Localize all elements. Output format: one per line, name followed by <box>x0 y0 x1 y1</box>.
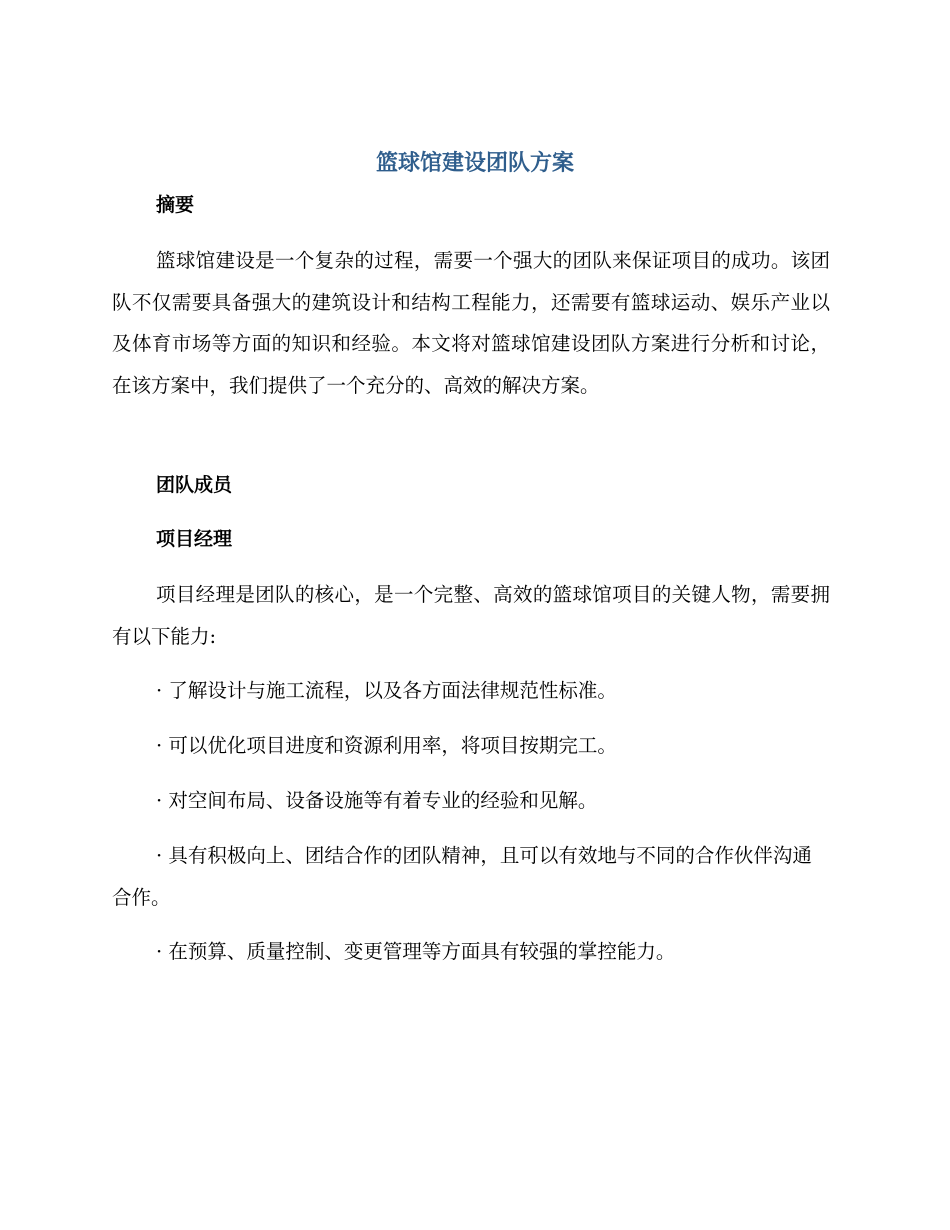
ability-list-item: · 可以优化项目进度和资源利用率，将项目按期完工。 <box>156 734 617 757</box>
ability-list-item: · 具有积极向上、团结合作的团队精神，且可以有效地与不同的合作伙伴沟通合作。 <box>112 844 812 909</box>
document-title: 篮球馆建设团队方案 <box>375 151 574 176</box>
team-members-heading: 团队成员 <box>156 474 233 496</box>
project-manager-intro: 项目经理是团队的核心，是一个完整、高效的篮球馆项目的关键人物，需要拥有以下能力: <box>112 583 830 648</box>
abstract-heading: 摘要 <box>156 194 195 216</box>
project-manager-heading: 项目经理 <box>156 528 233 550</box>
abstract-paragraph: 篮球馆建设是一个复杂的过程，需要一个强大的团队来保证项目的成功。该团队不仅需要具备强大的建筑设计和结构工程能力，还需要有篮球运动、娱乐产业以及体育市场等方面的知识和经验。本文将对篮球馆建设团队方案进行分析和讨论，在该方案中，我们提供了一个充分的、高效的解决方案。 <box>112 249 830 397</box>
ability-list-item: · 了解设计与施工流程，以及各方面法律规范性标准。 <box>156 679 617 702</box>
ability-list-item: · 在预算、质量控制、变更管理等方面具有较强的掌控能力。 <box>156 940 676 963</box>
ability-list-item: · 对空间布局、设备设施等有着专业的经验和见解。 <box>156 789 598 812</box>
